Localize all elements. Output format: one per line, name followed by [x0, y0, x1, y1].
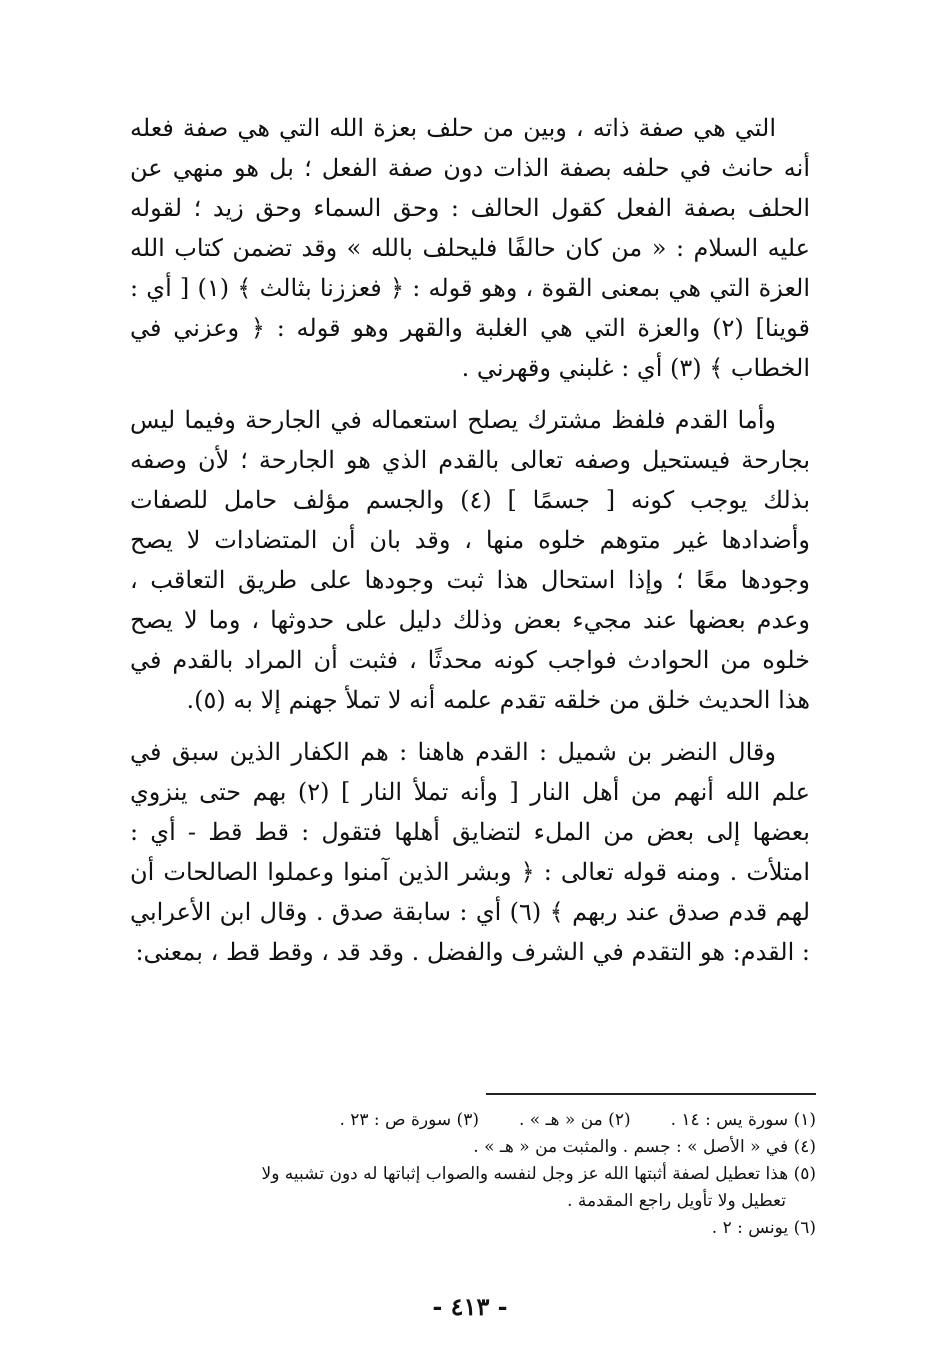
main-text — [130, 108, 810, 972]
paragraph-2: وأما القدم فلفظ مشترك يصلح استعماله في الجارحة وفيما ليس بجارحة فيستحيل وصفه تعالى بالقدم الذي هو الجارحة ؛ لأن وصفه بذلك يوجب كونه [ جسمًا ] (٤) والجسم مؤلف حامل للصفات وأضدادها غير متوهم خلوه منها ، وقد بان أن المتضادات لا يصح وجودها معًا ؛ وإذا استحال هذا ثبت وجودها على طريق التعاقب ، وعدم بعضها عند مجيء بعض وذلك دليل على حدوثها ، وما لا يصح خلوه من الحوادث فواجب كونه محدثًا ، فثبت أن المراد بالقدم في هذا الحديث خلق من خلقه تقدم علمه أنه لا تملأ جهنم إلا به (٥). — [130, 406, 811, 714]
footnote-5-line-1: (٥) هذا تعطيل لصفة أثبتها الله عز وجل لنفسه والصواب إثباتها له دون تشبيه ولا — [261, 1164, 816, 1184]
footnotes — [130, 1107, 816, 1242]
paragraph-3: وقال النضر بن شميل : القدم هاهنا : هم الكفار الذين سبق في علم الله أنهم من أهل النار [ وأنه تملأ النار ] (٢) بهم حتى ينزوي بعضها إلى بعض من الملء لتضايق أهلها فتقول : قط قط - أي : امتلأت . ومنه قوله تعالى : ﴿ وبشر الذين آمنوا وعملوا الصالحات أن لهم قدم صدق عند ربهم ﴾ (٦) أي : سابقة صدق . وقال ابن الأعرابي : القدم: هو التقدم في الشرف والفضل . وقد قد ، وقط قط ، بمعنى: — [130, 738, 811, 966]
footnote-6: (٦) يونس : ٢ . — [711, 1218, 816, 1238]
page-number: - ٤١٣ - — [432, 1292, 508, 1321]
footnote-row-1 — [130, 1107, 816, 1134]
footnote-2: (٢) من « هـ » . — [518, 1110, 631, 1130]
paragraph-1: التي هي صفة ذاته ، وبين من حلف بعزة الله التي هي صفة فعله أنه حانث في حلفه بصفة الذات دون صفة الفعل ؛ بل هو منهي عن الحلف بصفة الفعل كقول الحالف : وحق السماء وحق زيد ؛ لقوله عليه السلام : « من كان حالفًا فليحلف بالله » وقد تضمن كتاب الله العزة التي هي بمعنى القوة ، وهو قوله : ﴿ فعززنا بثالث ﴾ (١) [ أي : قوينا] (٢) والعزة التي هي الغلبة والقهر وهو قوله : ﴿ وعزني في الخطاب ﴾ (٣) أي : غلبني وقهرني . — [130, 114, 811, 382]
footnote-5-line-2: تعطيل ولا تأويل راجع المقدمة . — [567, 1191, 786, 1211]
footnote-4: (٤) في « الأصل » : جسم . والمثبت من « هـ » . — [473, 1137, 816, 1157]
footnote-1: (١) سورة يس : ١٤ . — [670, 1110, 816, 1130]
footnote-3: (٣) سورة ص : ٢٣ . — [339, 1110, 479, 1130]
footnote-divider — [486, 1093, 816, 1095]
